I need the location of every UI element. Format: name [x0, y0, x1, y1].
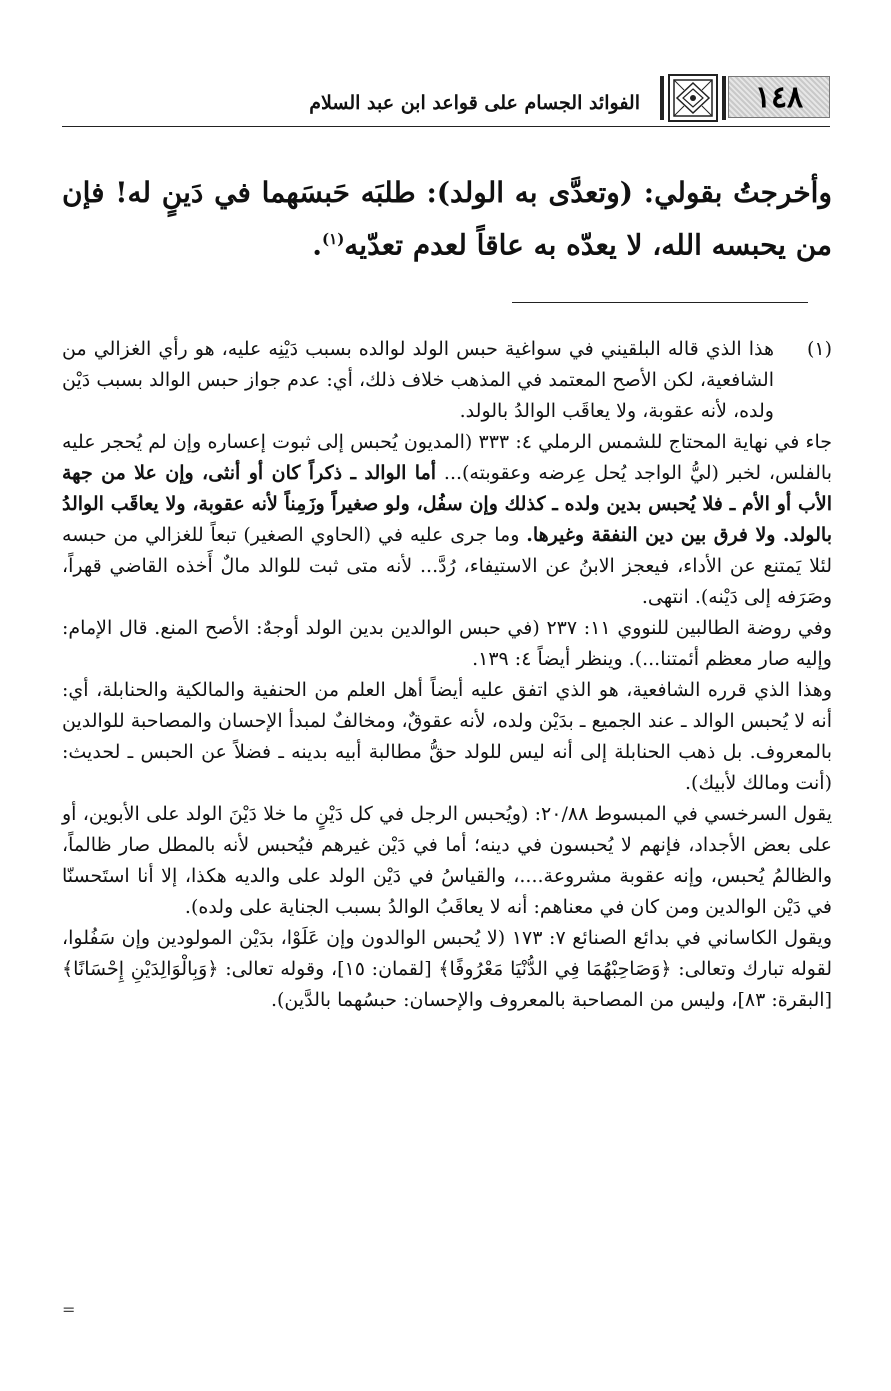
page-header — [62, 70, 830, 130]
footnote-text: وما جرى عليه في (الحاوي الصغير) تبعاً للغزالي من حبسه لئلا يَمتنع عن الأداء، فيعجز الابنُ عن الاستيفاء، رُدَّ... لأنه متى ثبت للوالد مالٌ أَخذه القاضي قهراً، وصَرَفه إلى دَيْنه). انتهى. — [62, 524, 832, 608]
main-text: وأخرجتُ بقولي: (وتعدَّى به الولد): طلبَه حَبسَهما في دَينٍ له! فإن من يحبسه الله، لا يعدّه به عاقاً لعدم تعدّيه — [62, 176, 832, 262]
header-divider — [660, 76, 664, 120]
page-number: ١٤٨ — [728, 76, 830, 118]
footnote-paragraph: وهذا الذي قرره الشافعية، هو الذي اتفق عليه أيضاً أهل العلم من الحنفية والمالكية والحنابلة، أي: أنه لا يُحبس الوالد ـ عند الجميع ـ بدَيْن ولده، لأنه عقوقٌ، ومخالفٌ لمبدأ الإحسان والمصاحبة للوالدين بالمعروف. بل ذهب الحنابلة إلى أنه ليس للولد حقُّ مطالبة أبيه بدينه ـ فضلاً عن الحبس ـ لحديث: (أنت ومالك لأبيك). — [62, 679, 832, 794]
footnote-bold-text: أما الوالد ـ ذكراً كان أو أنثى، وإن علا من جهة الأب أو الأم ـ فلا يُحبس بدين ولده ـ كذلك وإن سفُل، ولو صغيراً وزَمِناً لأنه عقوبة، ولا يعاقَب الوالدُ بالولد. ولا فرق بين دين النفقة وغيرها. — [62, 462, 832, 546]
footnote-paragraph: هذا الذي قاله البلقيني في سواغية حبس الولد لوالده بسبب دَيْنِه عليه، هو رأي الغزالي من الشافعية، لكن الأصح المعتمد في المذهب خلاف ذلك، أي: عدم جواز حبس الوالد بسبب دَيْن ولده، لأنه عقوبة، ولا يعاقَب الوالدُ بالولد. — [62, 338, 774, 422]
continuation-mark: = — [62, 1300, 76, 1319]
footnote-paragraph: وفي روضة الطالبين للنووي ١١: ٢٣٧ (في حبس الوالدين بدين الولد أوجهٌ: الأصح المنع. قال الإمام: وإليه صار معظم أئمتنا...). وينظر أيضاً ٤: ١٣٩. — [62, 617, 832, 670]
header-rule — [62, 126, 830, 127]
footnote-body — [62, 334, 832, 1016]
main-text-end: . — [312, 228, 323, 262]
footnote-separator — [512, 302, 808, 303]
footnote-text: جاء في نهاية المحتاج للشمس الرملي ٤: ٣٣٣ (المديون يُحبس إلى ثبوت إعساره وإن لم يُحجر عليه بالفلس، لخبر (ليُّ الواجد يُحل عِرضه وعقوبته)... — [62, 431, 832, 484]
footnote-reference: (١) — [322, 230, 345, 248]
main-paragraph — [62, 170, 832, 268]
footnote-marker: (١) — [806, 338, 832, 360]
running-title: الفوائد الجسام على قواعد ابن عبد السلام — [309, 92, 640, 114]
header-divider — [722, 76, 726, 120]
footnote-paragraph: يقول السرخسي في المبسوط ٢٠/٨٨: (ويُحبس الرجل في كل دَيْنٍ ما خلا دَيْنَ الولد على الأبوين، أو على بعض الأجداد، فإنهم لا يُحبسون في دينه؛ أما في دَيْن غيرهم فيُحبس لأنه بالمطل صار ظالماً، والظالمُ يُحبس، وإنه عقوبة مشروعة....، والقياسُ في دَيْن الولد على والديه هكذا، إلا أنا استَحسنّا في دَيْن الوالدين ومن كان في معناهم: أنه لا يعاقَبُ الوالدُ بسبب الجناية على ولده). — [62, 803, 832, 918]
footnote — [62, 334, 832, 1016]
footnote-paragraph — [62, 427, 832, 613]
ornament-icon — [668, 74, 718, 122]
footnote-paragraph: ويقول الكاساني في بدائع الصنائع ٧: ١٧٣ (لا يُحبس الوالدون وإن عَلَوْا، بدَيْن المولودين وإن سَفُلوا، لقوله تبارك وتعالى: ﴿وَصَاحِبْهُمَا فِي الدُّنْيَا مَعْرُوفًا﴾ [لقمان: ١٥]، وقوله تعالى: ﴿وَبِالْوَالِدَيْنِ إِحْسَانًا﴾ [البقرة: ٨٣]، وليس من المصاحبة بالمعروف والإحسان: حبسُهما بالدَّين). — [62, 927, 832, 1011]
ornament-pattern-icon — [672, 78, 714, 118]
